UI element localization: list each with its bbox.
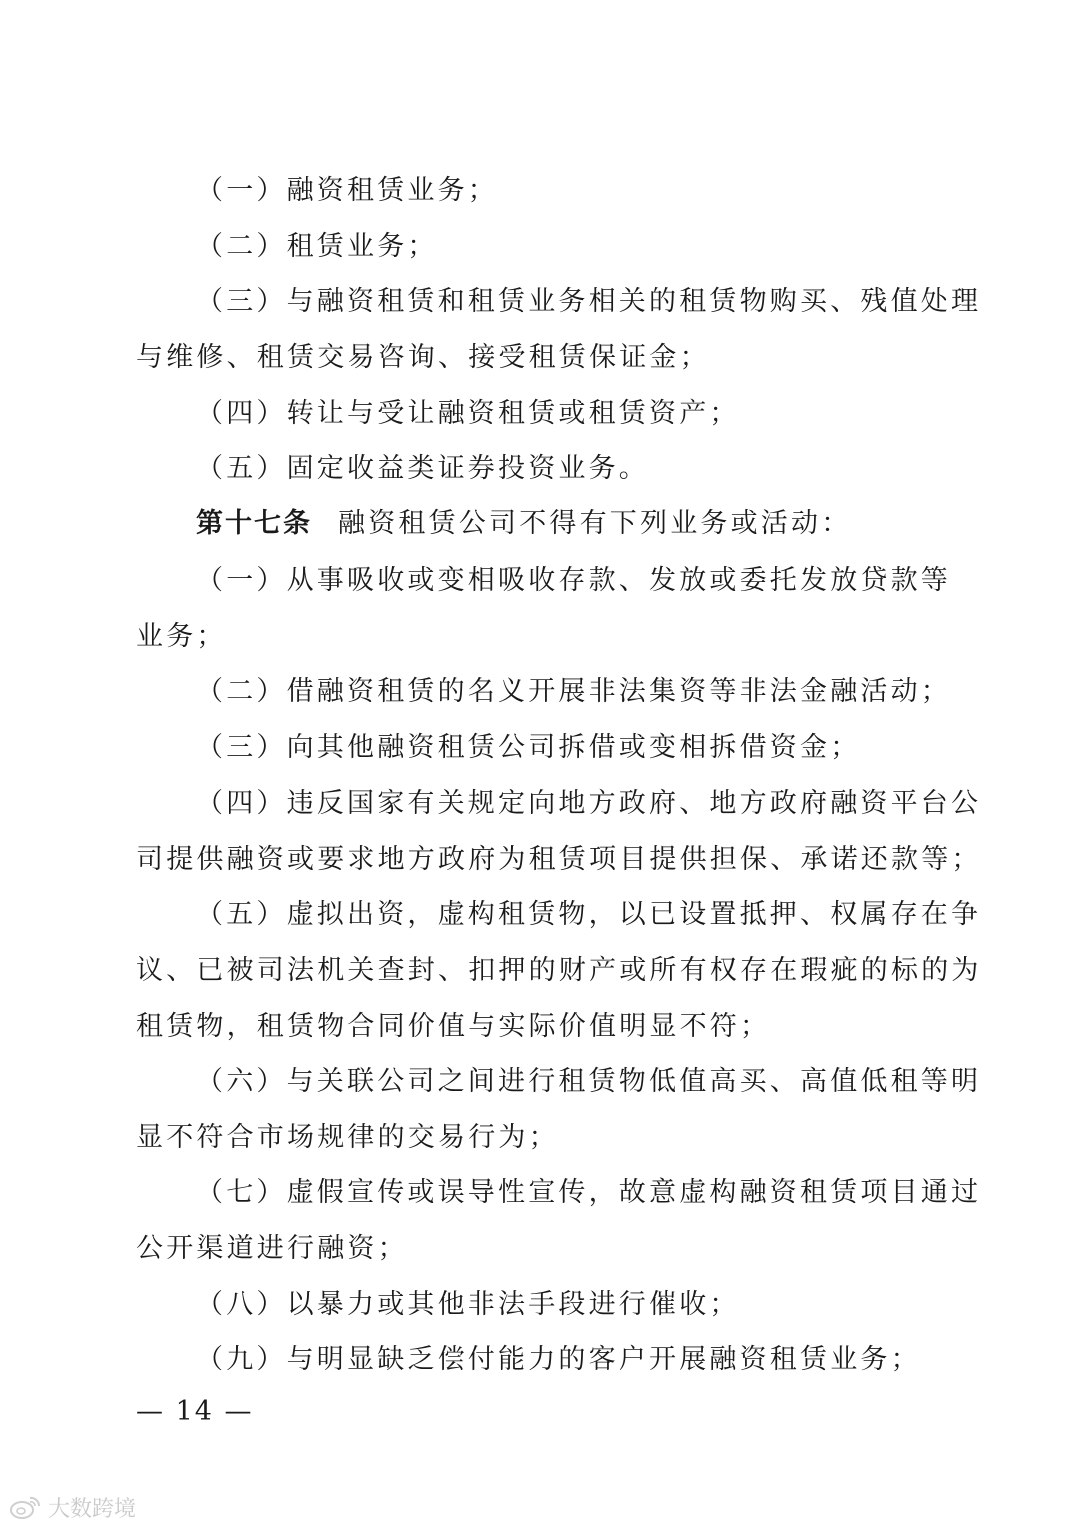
text-line: （一）融资租赁业务； (196, 175, 498, 206)
text-line: （五）虚拟出资，虚构租赁物，以已设置抵押、权属存在争 (196, 899, 982, 930)
text-line: 议、已被司法机关查封、扣押的财产或所有权存在瑕疵的标的为 (136, 955, 982, 986)
text-line: （六）与关联公司之间进行租赁物低值高买、高值低租等明 (196, 1066, 982, 1097)
text-line: （九）与明显缺乏偿付能力的客户开展融资租赁业务； (196, 1344, 921, 1375)
text-line: （四）违反国家有关规定向地方政府、地方政府融资平台公 (196, 788, 982, 819)
article-heading: 第十七条 (196, 508, 312, 539)
text-line: （四）转让与受让融资租赁或租赁资产； (196, 398, 740, 429)
text-line: （七）虚假宣传或误导性宣传，故意虚构融资租赁项目通过 (196, 1177, 982, 1208)
text-line: （三）与融资租赁和租赁业务相关的租赁物购买、残值处理 (196, 286, 982, 317)
text-line: （一）从事吸收或变相吸收存款、发放或委托发放贷款等 (196, 565, 951, 596)
article-17-line (196, 506, 1008, 542)
text-line: （二）借融资租赁的名义开展非法集资等非法金融活动； (196, 676, 951, 707)
page-number: — 14 — (136, 1396, 254, 1427)
text-line: 租赁物，租赁物合同价值与实际价值明显不符； (136, 1011, 771, 1042)
text-line: （三）向其他融资租赁公司拆借或变相拆借资金； (196, 732, 861, 763)
text-line: （八）以暴力或其他非法手段进行催收； (196, 1289, 740, 1320)
weibo-logo-icon (8, 1494, 42, 1520)
watermark (8, 1492, 136, 1522)
text-line: 司提供融资或要求地方政府为租赁项目提供担保、承诺还款等； (136, 844, 982, 875)
text-line: 显不符合市场规律的交易行为； (136, 1122, 559, 1153)
text-line: （二）租赁业务； (196, 231, 438, 262)
watermark-text: 大数跨境 (48, 1496, 137, 1522)
article-text: 融资租赁公司不得有下列业务或活动： (338, 508, 852, 539)
text-line: 业务； (136, 621, 227, 652)
text-line: 与维修、租赁交易咨询、接受租赁保证金； (136, 342, 710, 373)
text-line: 公开渠道进行融资； (136, 1233, 408, 1264)
text-line: （五）固定收益类证券投资业务。 (196, 453, 649, 484)
